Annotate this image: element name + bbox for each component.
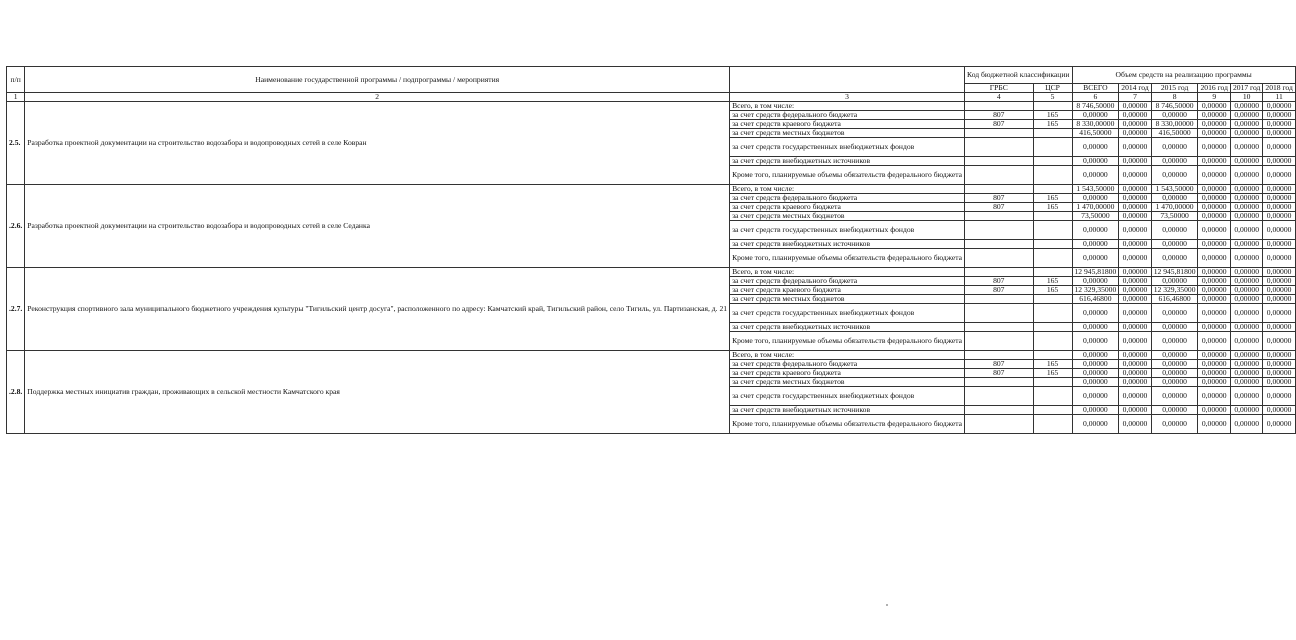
grbs-code: 807 — [965, 286, 1034, 295]
year-value: 0,00000 — [1230, 194, 1262, 203]
total-value: 0,00000 — [1072, 323, 1119, 332]
year-value: 0,00000 — [1230, 406, 1262, 415]
year-value: 0,00000 — [1198, 415, 1230, 434]
year-value: 0,00000 — [1198, 249, 1230, 268]
year-value: 0,00000 — [1263, 286, 1295, 295]
year-value: 0,00000 — [1230, 295, 1262, 304]
year-value: 0,00000 — [1263, 415, 1295, 434]
year-value: 0,00000 — [1198, 323, 1230, 332]
year-value: 0,00000 — [1119, 323, 1151, 332]
funding-source-label: Всего, в том числе: — [730, 268, 965, 277]
year-value: 0,00000 — [1198, 240, 1230, 249]
funding-source-label: за счет средств внебюджетных источников — [730, 323, 965, 332]
funding-source-label: за счет средств краевого бюджета — [730, 369, 965, 378]
year-value: 0,00000 — [1198, 387, 1230, 406]
year-value: 0,00000 — [1119, 415, 1151, 434]
funding-source-label: Всего, в том числе: — [730, 351, 965, 360]
year-value: 0,00000 — [1263, 166, 1295, 185]
total-value: 0,00000 — [1072, 166, 1119, 185]
year-value: 0,00000 — [1151, 157, 1198, 166]
year-value: 0,00000 — [1230, 102, 1262, 111]
csr-code — [1033, 295, 1072, 304]
funding-source-label: за счет средств внебюджетных источников — [730, 240, 965, 249]
year-value: 0,00000 — [1263, 138, 1295, 157]
year-value: 0,00000 — [1230, 277, 1262, 286]
year-value: 0,00000 — [1263, 351, 1295, 360]
col-code-header: Код бюджетной классификации — [965, 67, 1072, 84]
csr-code: 165 — [1033, 194, 1072, 203]
year-value: 0,00000 — [1263, 203, 1295, 212]
csr-code — [1033, 378, 1072, 387]
year-value: 0,00000 — [1119, 111, 1151, 120]
year-value: 0,00000 — [1263, 221, 1295, 240]
total-value: 0,00000 — [1072, 415, 1119, 434]
csr-code — [1033, 166, 1072, 185]
csr-code — [1033, 212, 1072, 221]
year-value: 0,00000 — [1230, 369, 1262, 378]
year-value: 0,00000 — [1119, 277, 1151, 286]
total-value: 1 543,50000 — [1072, 185, 1119, 194]
funding-source-label: за счет средств государственных внебюджетных фондов — [730, 221, 965, 240]
year-value: 0,00000 — [1119, 369, 1151, 378]
funding-source-label: за счет средств государственных внебюджетных фондов — [730, 138, 965, 157]
funding-source-label: Кроме того, планируемые объемы обязательств федерального бюджета — [730, 166, 965, 185]
grbs-code — [965, 166, 1034, 185]
col-year-header: 2017 год — [1230, 84, 1262, 93]
measure-name: Разработка проектной документации на строительство водозабора и водопроводных сетей в селе Ковран — [25, 102, 730, 185]
total-value: 8 746,50000 — [1072, 102, 1119, 111]
year-value: 0,00000 — [1230, 212, 1262, 221]
total-value: 616,46800 — [1072, 295, 1119, 304]
grbs-code — [965, 387, 1034, 406]
grbs-code — [965, 212, 1034, 221]
year-value: 0,00000 — [1119, 378, 1151, 387]
total-value: 0,00000 — [1072, 249, 1119, 268]
col-activity-header — [730, 67, 965, 93]
total-value: 0,00000 — [1072, 157, 1119, 166]
measure-name: Поддержка местных инициатив граждан, проживающих в сельской местности Камчатского края — [25, 351, 730, 434]
year-value: 0,00000 — [1119, 166, 1151, 185]
year-value: 0,00000 — [1263, 304, 1295, 323]
funding-source-label: Кроме того, планируемые объемы обязательств федерального бюджета — [730, 415, 965, 434]
year-value: 0,00000 — [1198, 304, 1230, 323]
grbs-code: 807 — [965, 194, 1034, 203]
grbs-code: 807 — [965, 120, 1034, 129]
year-value: 0,00000 — [1151, 351, 1198, 360]
budget-sheet — [6, 66, 1296, 434]
year-value: 0,00000 — [1198, 102, 1230, 111]
year-value: 0,00000 — [1263, 111, 1295, 120]
year-value: 0,00000 — [1230, 323, 1262, 332]
year-value: 0,00000 — [1230, 221, 1262, 240]
measure-name: Реконструкция спортивного зала муниципального бюджетного учреждения культуры "Тигильский центр досуга", расположенного по адресу: Камчатский край, Тигильский район, село Тигиль, ул. Партизанская, д. 21 — [25, 268, 730, 351]
year-value: 0,00000 — [1198, 203, 1230, 212]
scan-speck — [886, 604, 888, 606]
total-value: 0,00000 — [1072, 138, 1119, 157]
year-value: 0,00000 — [1198, 268, 1230, 277]
year-value: 0,00000 — [1119, 194, 1151, 203]
funding-source-label: Всего, в том числе: — [730, 102, 965, 111]
year-value: 1 543,50000 — [1151, 185, 1198, 194]
year-value: 0,00000 — [1151, 111, 1198, 120]
year-value: 0,00000 — [1119, 157, 1151, 166]
year-value: 0,00000 — [1198, 406, 1230, 415]
csr-code: 165 — [1033, 286, 1072, 295]
year-value: 0,00000 — [1119, 120, 1151, 129]
year-value: 0,00000 — [1230, 415, 1262, 434]
col-name-header: Наименование государственной программы / подпрограммы / мероприятия — [25, 67, 730, 93]
grbs-code: 807 — [965, 369, 1034, 378]
year-value: 0,00000 — [1198, 351, 1230, 360]
year-value: 0,00000 — [1263, 332, 1295, 351]
year-value: 0,00000 — [1263, 102, 1295, 111]
year-value: 0,00000 — [1230, 378, 1262, 387]
year-value: 0,00000 — [1151, 249, 1198, 268]
year-value: 0,00000 — [1263, 277, 1295, 286]
funding-source-label: Всего, в том числе: — [730, 185, 965, 194]
csr-code — [1033, 221, 1072, 240]
year-value: 0,00000 — [1119, 406, 1151, 415]
column-number: 1 — [7, 93, 25, 102]
year-value: 0,00000 — [1119, 129, 1151, 138]
year-value: 0,00000 — [1263, 387, 1295, 406]
year-value: 0,00000 — [1230, 360, 1262, 369]
year-value: 0,00000 — [1230, 203, 1262, 212]
header-row-1 — [7, 67, 1296, 84]
year-value: 0,00000 — [1230, 157, 1262, 166]
year-value: 0,00000 — [1263, 157, 1295, 166]
year-value: 0,00000 — [1198, 221, 1230, 240]
csr-code — [1033, 304, 1072, 323]
funding-source-label: за счет средств краевого бюджета — [730, 286, 965, 295]
year-value: 0,00000 — [1151, 406, 1198, 415]
year-value: 416,50000 — [1151, 129, 1198, 138]
year-value: 0,00000 — [1151, 277, 1198, 286]
funding-source-label: за счет средств краевого бюджета — [730, 120, 965, 129]
year-value: 0,00000 — [1119, 286, 1151, 295]
year-value: 616,46800 — [1151, 295, 1198, 304]
csr-code: 165 — [1033, 360, 1072, 369]
funding-source-label: за счет средств государственных внебюджетных фондов — [730, 304, 965, 323]
year-value: 0,00000 — [1263, 378, 1295, 387]
year-value: 0,00000 — [1198, 120, 1230, 129]
funding-source-label: за счет средств федерального бюджета — [730, 277, 965, 286]
year-value: 0,00000 — [1119, 102, 1151, 111]
year-value: 0,00000 — [1198, 166, 1230, 185]
funding-source-label: за счет средств внебюджетных источников — [730, 157, 965, 166]
grbs-code — [965, 406, 1034, 415]
col-year-header: 2015 год — [1151, 84, 1198, 93]
year-value: 0,00000 — [1230, 111, 1262, 120]
grbs-code: 807 — [965, 203, 1034, 212]
total-value: 0,00000 — [1072, 360, 1119, 369]
year-value: 0,00000 — [1263, 185, 1295, 194]
year-value: 0,00000 — [1230, 240, 1262, 249]
year-value: 0,00000 — [1119, 221, 1151, 240]
csr-code — [1033, 157, 1072, 166]
grbs-code — [965, 240, 1034, 249]
funding-source-label: за счет средств федерального бюджета — [730, 360, 965, 369]
year-value: 0,00000 — [1230, 351, 1262, 360]
funding-source-label: за счет средств внебюджетных источников — [730, 406, 965, 415]
year-value: 0,00000 — [1151, 387, 1198, 406]
column-number: 9 — [1198, 93, 1230, 102]
year-value: 0,00000 — [1263, 194, 1295, 203]
year-value: 0,00000 — [1198, 286, 1230, 295]
funding-source-label: Кроме того, планируемые объемы обязательств федерального бюджета — [730, 249, 965, 268]
year-value: 0,00000 — [1119, 332, 1151, 351]
funding-source-label: за счет средств краевого бюджета — [730, 203, 965, 212]
csr-code — [1033, 332, 1072, 351]
year-value: 0,00000 — [1198, 295, 1230, 304]
total-value: 0,00000 — [1072, 111, 1119, 120]
grbs-code — [965, 415, 1034, 434]
year-value: 0,00000 — [1119, 360, 1151, 369]
total-value: 12 329,35000 — [1072, 286, 1119, 295]
year-value: 0,00000 — [1151, 240, 1198, 249]
year-value: 0,00000 — [1119, 138, 1151, 157]
year-value: 0,00000 — [1263, 212, 1295, 221]
year-value: 0,00000 — [1198, 157, 1230, 166]
year-value: 0,00000 — [1151, 369, 1198, 378]
year-value: 0,00000 — [1151, 323, 1198, 332]
year-value: 0,00000 — [1119, 295, 1151, 304]
csr-code: 165 — [1033, 120, 1072, 129]
measure-number: 2.5. — [7, 102, 25, 185]
total-value: 0,00000 — [1072, 378, 1119, 387]
year-value: 0,00000 — [1198, 332, 1230, 351]
grbs-code — [965, 323, 1034, 332]
funding-source-label: за счет средств местных бюджетов — [730, 295, 965, 304]
grbs-code — [965, 378, 1034, 387]
year-value: 0,00000 — [1263, 240, 1295, 249]
csr-code — [1033, 406, 1072, 415]
year-value: 0,00000 — [1263, 120, 1295, 129]
funding-source-label: за счет средств местных бюджетов — [730, 129, 965, 138]
column-number: 6 — [1072, 93, 1119, 102]
csr-code — [1033, 240, 1072, 249]
funding-source-label: за счет средств местных бюджетов — [730, 378, 965, 387]
year-value: 0,00000 — [1119, 249, 1151, 268]
col-csr-header: ЦСР — [1033, 84, 1072, 93]
csr-code: 165 — [1033, 203, 1072, 212]
funding-source-label: Кроме того, планируемые объемы обязательств федерального бюджета — [730, 332, 965, 351]
year-value: 0,00000 — [1198, 111, 1230, 120]
funding-source-label: за счет средств государственных внебюджетных фондов — [730, 387, 965, 406]
csr-code — [1033, 249, 1072, 268]
year-value: 0,00000 — [1198, 129, 1230, 138]
year-value: 0,00000 — [1230, 304, 1262, 323]
grbs-code — [965, 157, 1034, 166]
year-value: 73,50000 — [1151, 212, 1198, 221]
col-year-header: 2016 год — [1198, 84, 1230, 93]
year-value: 0,00000 — [1230, 286, 1262, 295]
csr-code — [1033, 387, 1072, 406]
table-body — [7, 67, 1296, 434]
col-volume-header: Объем средств на реализацию программы — [1072, 67, 1295, 84]
year-value: 0,00000 — [1263, 369, 1295, 378]
total-value: 0,00000 — [1072, 351, 1119, 360]
measure-number: .2.8. — [7, 351, 25, 434]
year-value: 0,00000 — [1151, 304, 1198, 323]
col-no-header: п/п — [7, 67, 25, 93]
year-value: 0,00000 — [1263, 323, 1295, 332]
csr-code — [1033, 129, 1072, 138]
year-value: 0,00000 — [1151, 194, 1198, 203]
grbs-code: 807 — [965, 277, 1034, 286]
year-value: 0,00000 — [1198, 277, 1230, 286]
grbs-code: 807 — [965, 360, 1034, 369]
year-value: 0,00000 — [1230, 268, 1262, 277]
total-value: 0,00000 — [1072, 277, 1119, 286]
year-value: 0,00000 — [1151, 415, 1198, 434]
column-number: 2 — [25, 93, 730, 102]
year-value: 0,00000 — [1198, 185, 1230, 194]
col-year-header: 2018 год — [1263, 84, 1295, 93]
total-value: 8 330,00000 — [1072, 120, 1119, 129]
total-value: 0,00000 — [1072, 332, 1119, 351]
year-value: 0,00000 — [1119, 203, 1151, 212]
year-value: 0,00000 — [1151, 378, 1198, 387]
year-value: 1 470,00000 — [1151, 203, 1198, 212]
year-value: 0,00000 — [1119, 351, 1151, 360]
year-value: 0,00000 — [1263, 406, 1295, 415]
grbs-code — [965, 304, 1034, 323]
csr-code: 165 — [1033, 277, 1072, 286]
grbs-code — [965, 138, 1034, 157]
grbs-code: 807 — [965, 111, 1034, 120]
year-value: 0,00000 — [1230, 166, 1262, 185]
total-value: 73,50000 — [1072, 212, 1119, 221]
col-year-header: 2014 год — [1119, 84, 1151, 93]
grbs-code — [965, 249, 1034, 268]
csr-code: 165 — [1033, 111, 1072, 120]
total-value: 0,00000 — [1072, 240, 1119, 249]
year-value: 8 330,00000 — [1151, 120, 1198, 129]
year-value: 0,00000 — [1119, 212, 1151, 221]
year-value: 0,00000 — [1198, 369, 1230, 378]
total-value: 0,00000 — [1072, 194, 1119, 203]
year-value: 0,00000 — [1230, 129, 1262, 138]
year-value: 0,00000 — [1230, 120, 1262, 129]
total-value: 0,00000 — [1072, 406, 1119, 415]
year-value: 12 945,81800 — [1151, 268, 1198, 277]
total-value: 0,00000 — [1072, 369, 1119, 378]
year-value: 0,00000 — [1119, 304, 1151, 323]
total-value: 1 470,00000 — [1072, 203, 1119, 212]
year-value: 0,00000 — [1263, 360, 1295, 369]
column-number: 3 — [730, 93, 965, 102]
year-value: 0,00000 — [1198, 212, 1230, 221]
year-value: 0,00000 — [1263, 295, 1295, 304]
total-value: 12 945,81800 — [1072, 268, 1119, 277]
grbs-code — [965, 221, 1034, 240]
grbs-code — [965, 129, 1034, 138]
csr-code: 165 — [1033, 369, 1072, 378]
funding-source-label: за счет средств федерального бюджета — [730, 194, 965, 203]
measure-number: .2.6. — [7, 185, 25, 268]
year-value: 0,00000 — [1230, 332, 1262, 351]
total-value: 0,00000 — [1072, 221, 1119, 240]
year-value: 0,00000 — [1198, 378, 1230, 387]
measure-number: .2.7. — [7, 268, 25, 351]
column-number: 4 — [965, 93, 1034, 102]
col-total-header: ВСЕГО — [1072, 84, 1119, 93]
year-value: 0,00000 — [1263, 268, 1295, 277]
measure-name: Разработка проектной документации на строительство водозабора и водопроводных сетей в селе Седанка — [25, 185, 730, 268]
grbs-code — [965, 332, 1034, 351]
year-value: 0,00000 — [1198, 360, 1230, 369]
csr-code — [1033, 323, 1072, 332]
funding-source-label: за счет средств федерального бюджета — [730, 111, 965, 120]
year-value: 8 746,50000 — [1151, 102, 1198, 111]
year-value: 0,00000 — [1198, 138, 1230, 157]
year-value: 0,00000 — [1119, 268, 1151, 277]
year-value: 0,00000 — [1119, 387, 1151, 406]
year-value: 0,00000 — [1230, 185, 1262, 194]
year-value: 0,00000 — [1263, 129, 1295, 138]
year-value: 12 329,35000 — [1151, 286, 1198, 295]
total-value: 0,00000 — [1072, 304, 1119, 323]
year-value: 0,00000 — [1119, 185, 1151, 194]
year-value: 0,00000 — [1119, 240, 1151, 249]
column-number: 11 — [1263, 93, 1295, 102]
budget-table — [6, 66, 1296, 434]
year-value: 0,00000 — [1263, 249, 1295, 268]
year-value: 0,00000 — [1151, 332, 1198, 351]
total-value: 0,00000 — [1072, 387, 1119, 406]
year-value: 0,00000 — [1230, 387, 1262, 406]
year-value: 0,00000 — [1151, 138, 1198, 157]
column-number: 7 — [1119, 93, 1151, 102]
column-number: 10 — [1230, 93, 1262, 102]
col-grbs-header: ГРБС — [965, 84, 1034, 93]
csr-code — [1033, 415, 1072, 434]
funding-source-label: за счет средств местных бюджетов — [730, 212, 965, 221]
year-value: 0,00000 — [1151, 360, 1198, 369]
year-value: 0,00000 — [1151, 166, 1198, 185]
column-number: 8 — [1151, 93, 1198, 102]
csr-code — [1033, 138, 1072, 157]
total-value: 416,50000 — [1072, 129, 1119, 138]
column-number: 5 — [1033, 93, 1072, 102]
year-value: 0,00000 — [1198, 194, 1230, 203]
year-value: 0,00000 — [1230, 138, 1262, 157]
year-value: 0,00000 — [1230, 249, 1262, 268]
year-value: 0,00000 — [1151, 221, 1198, 240]
grbs-code — [965, 295, 1034, 304]
